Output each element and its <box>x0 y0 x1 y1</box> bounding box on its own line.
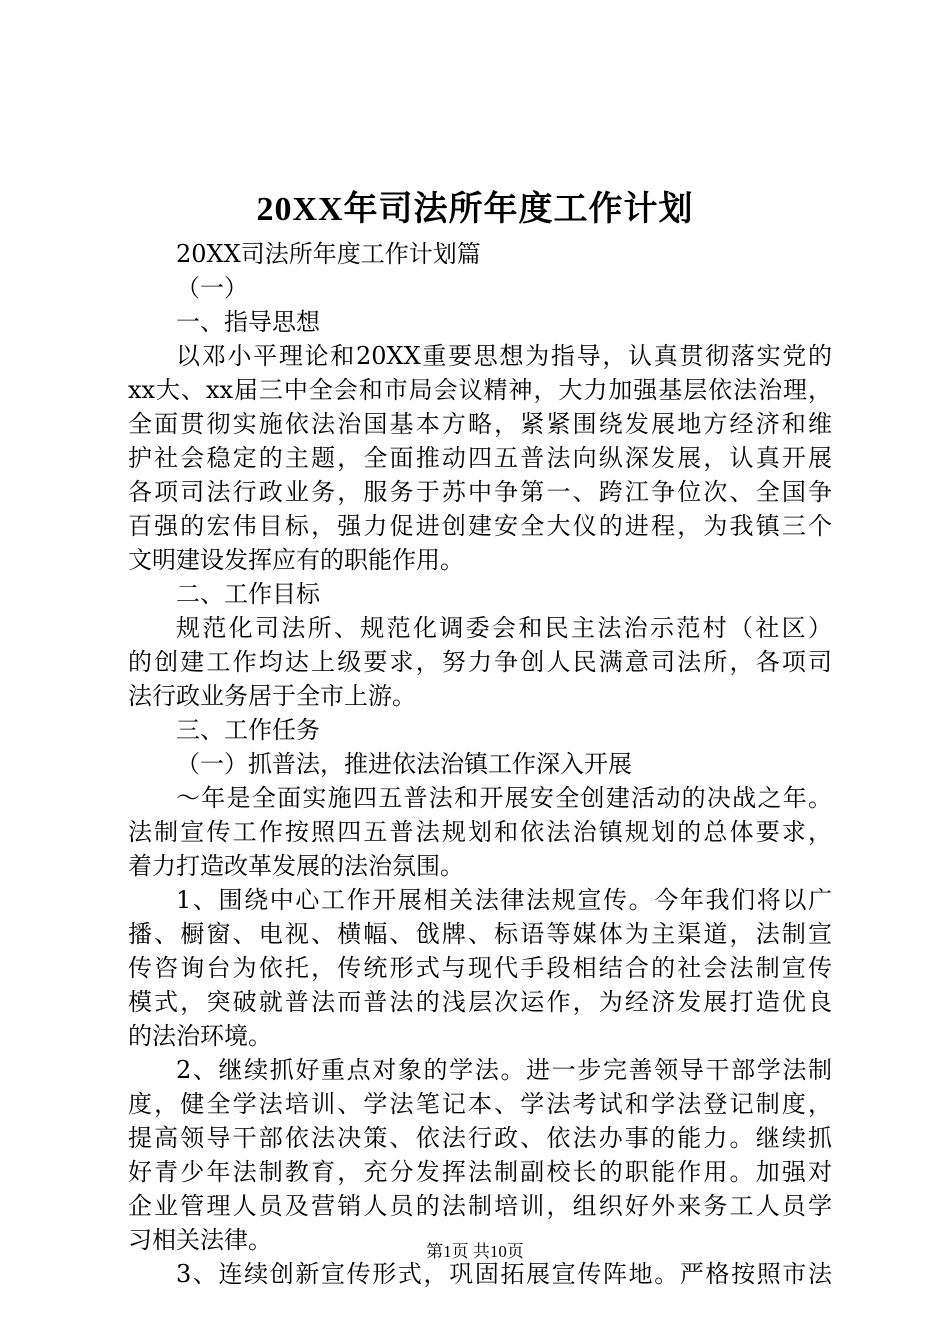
text-line: 三、工作任务 <box>176 716 320 744</box>
text-line: 护社会稳定的主题，全面推动四五普法向纵深发展，认真开展 <box>128 444 832 472</box>
text-line: 规范化司法所、规范化调委会和民主法治示范村（社区） <box>176 614 832 642</box>
text-line: ～年是全面实施四五普法和开展安全创建活动的决战之年。 <box>176 784 832 812</box>
text-line: 的创建工作均达上级要求，努力争创人民满意司法所，各项司 <box>128 648 832 676</box>
text-line: 的法治环境。 <box>128 1022 272 1050</box>
text-line: 度，健全学法培训、学法笔记本、学法考试和学法登记制度， <box>128 1090 832 1118</box>
text-line: 提高领导干部依法决策、依法行政、依法办事的能力。继续抓 <box>128 1124 832 1152</box>
page-footer: 第1页 共10页 <box>426 1242 524 1261</box>
text-line: 法制宣传工作按照四五普法规划和依法治镇规划的总体要求， <box>128 818 832 846</box>
text-line: 着力打造改革发展的法治氛围。 <box>128 852 464 880</box>
text-line: 百强的宏伟目标，强力促进创建安全大仪的进程，为我镇三个 <box>128 512 832 540</box>
text-line: 20XX司法所年度工作计划篇 <box>176 240 481 268</box>
text-line: （一） <box>176 274 248 302</box>
text-line: 好青少年法制教育，充分发挥法制副校长的职能作用。加强对 <box>128 1158 832 1186</box>
text-line: 二、工作目标 <box>176 580 320 608</box>
document-title: 20XX年司法所年度工作计划 <box>256 191 694 228</box>
text-line: 全面贯彻实施依法治国基本方略，紧紧围绕发展地方经济和维 <box>128 410 832 438</box>
text-line: 法行政业务居于全市上游。 <box>128 682 416 710</box>
text-line: 习相关法律。 <box>128 1226 272 1254</box>
text-line: 文明建设发挥应有的职能作用。 <box>128 546 464 574</box>
text-line: 模式，突破就普法而普法的浅层次运作，为经济发展打造优良 <box>128 988 832 1016</box>
text-line: 以邓小平理论和20XX重要思想为指导，认真贯彻落实党的 <box>176 342 832 370</box>
text-line: 3、连续创新宣传形式，巩固拓展宣传阵地。严格按照市法 <box>176 1260 832 1288</box>
text-line: 企业管理人员及营销人员的法制培训，组织好外来务工人员学 <box>128 1192 832 1220</box>
document-body <box>128 237 832 1291</box>
text-line: 2、继续抓好重点对象的学法。进一步完善领导干部学法制 <box>176 1056 832 1084</box>
text-line: 1、围绕中心工作开展相关法律法规宣传。今年我们将以广 <box>176 886 832 914</box>
text-line: 各项司法行政业务，服务于苏中争第一、跨江争位次、全国争 <box>128 478 832 506</box>
text-line: 播、橱窗、电视、横幅、戗牌、标语等媒体为主渠道，法制宣 <box>128 920 832 948</box>
text-line: 一、指导思想 <box>176 308 320 336</box>
text-line: 传咨询台为依托，传统形式与现代手段相结合的社会法制宣传 <box>128 954 832 982</box>
text-line: xx大、xx届三中全会和市局会议精神，大力加强基层依法治理， <box>128 376 832 404</box>
text-line: （一）抓普法，推进依法治镇工作深入开展 <box>176 750 632 778</box>
